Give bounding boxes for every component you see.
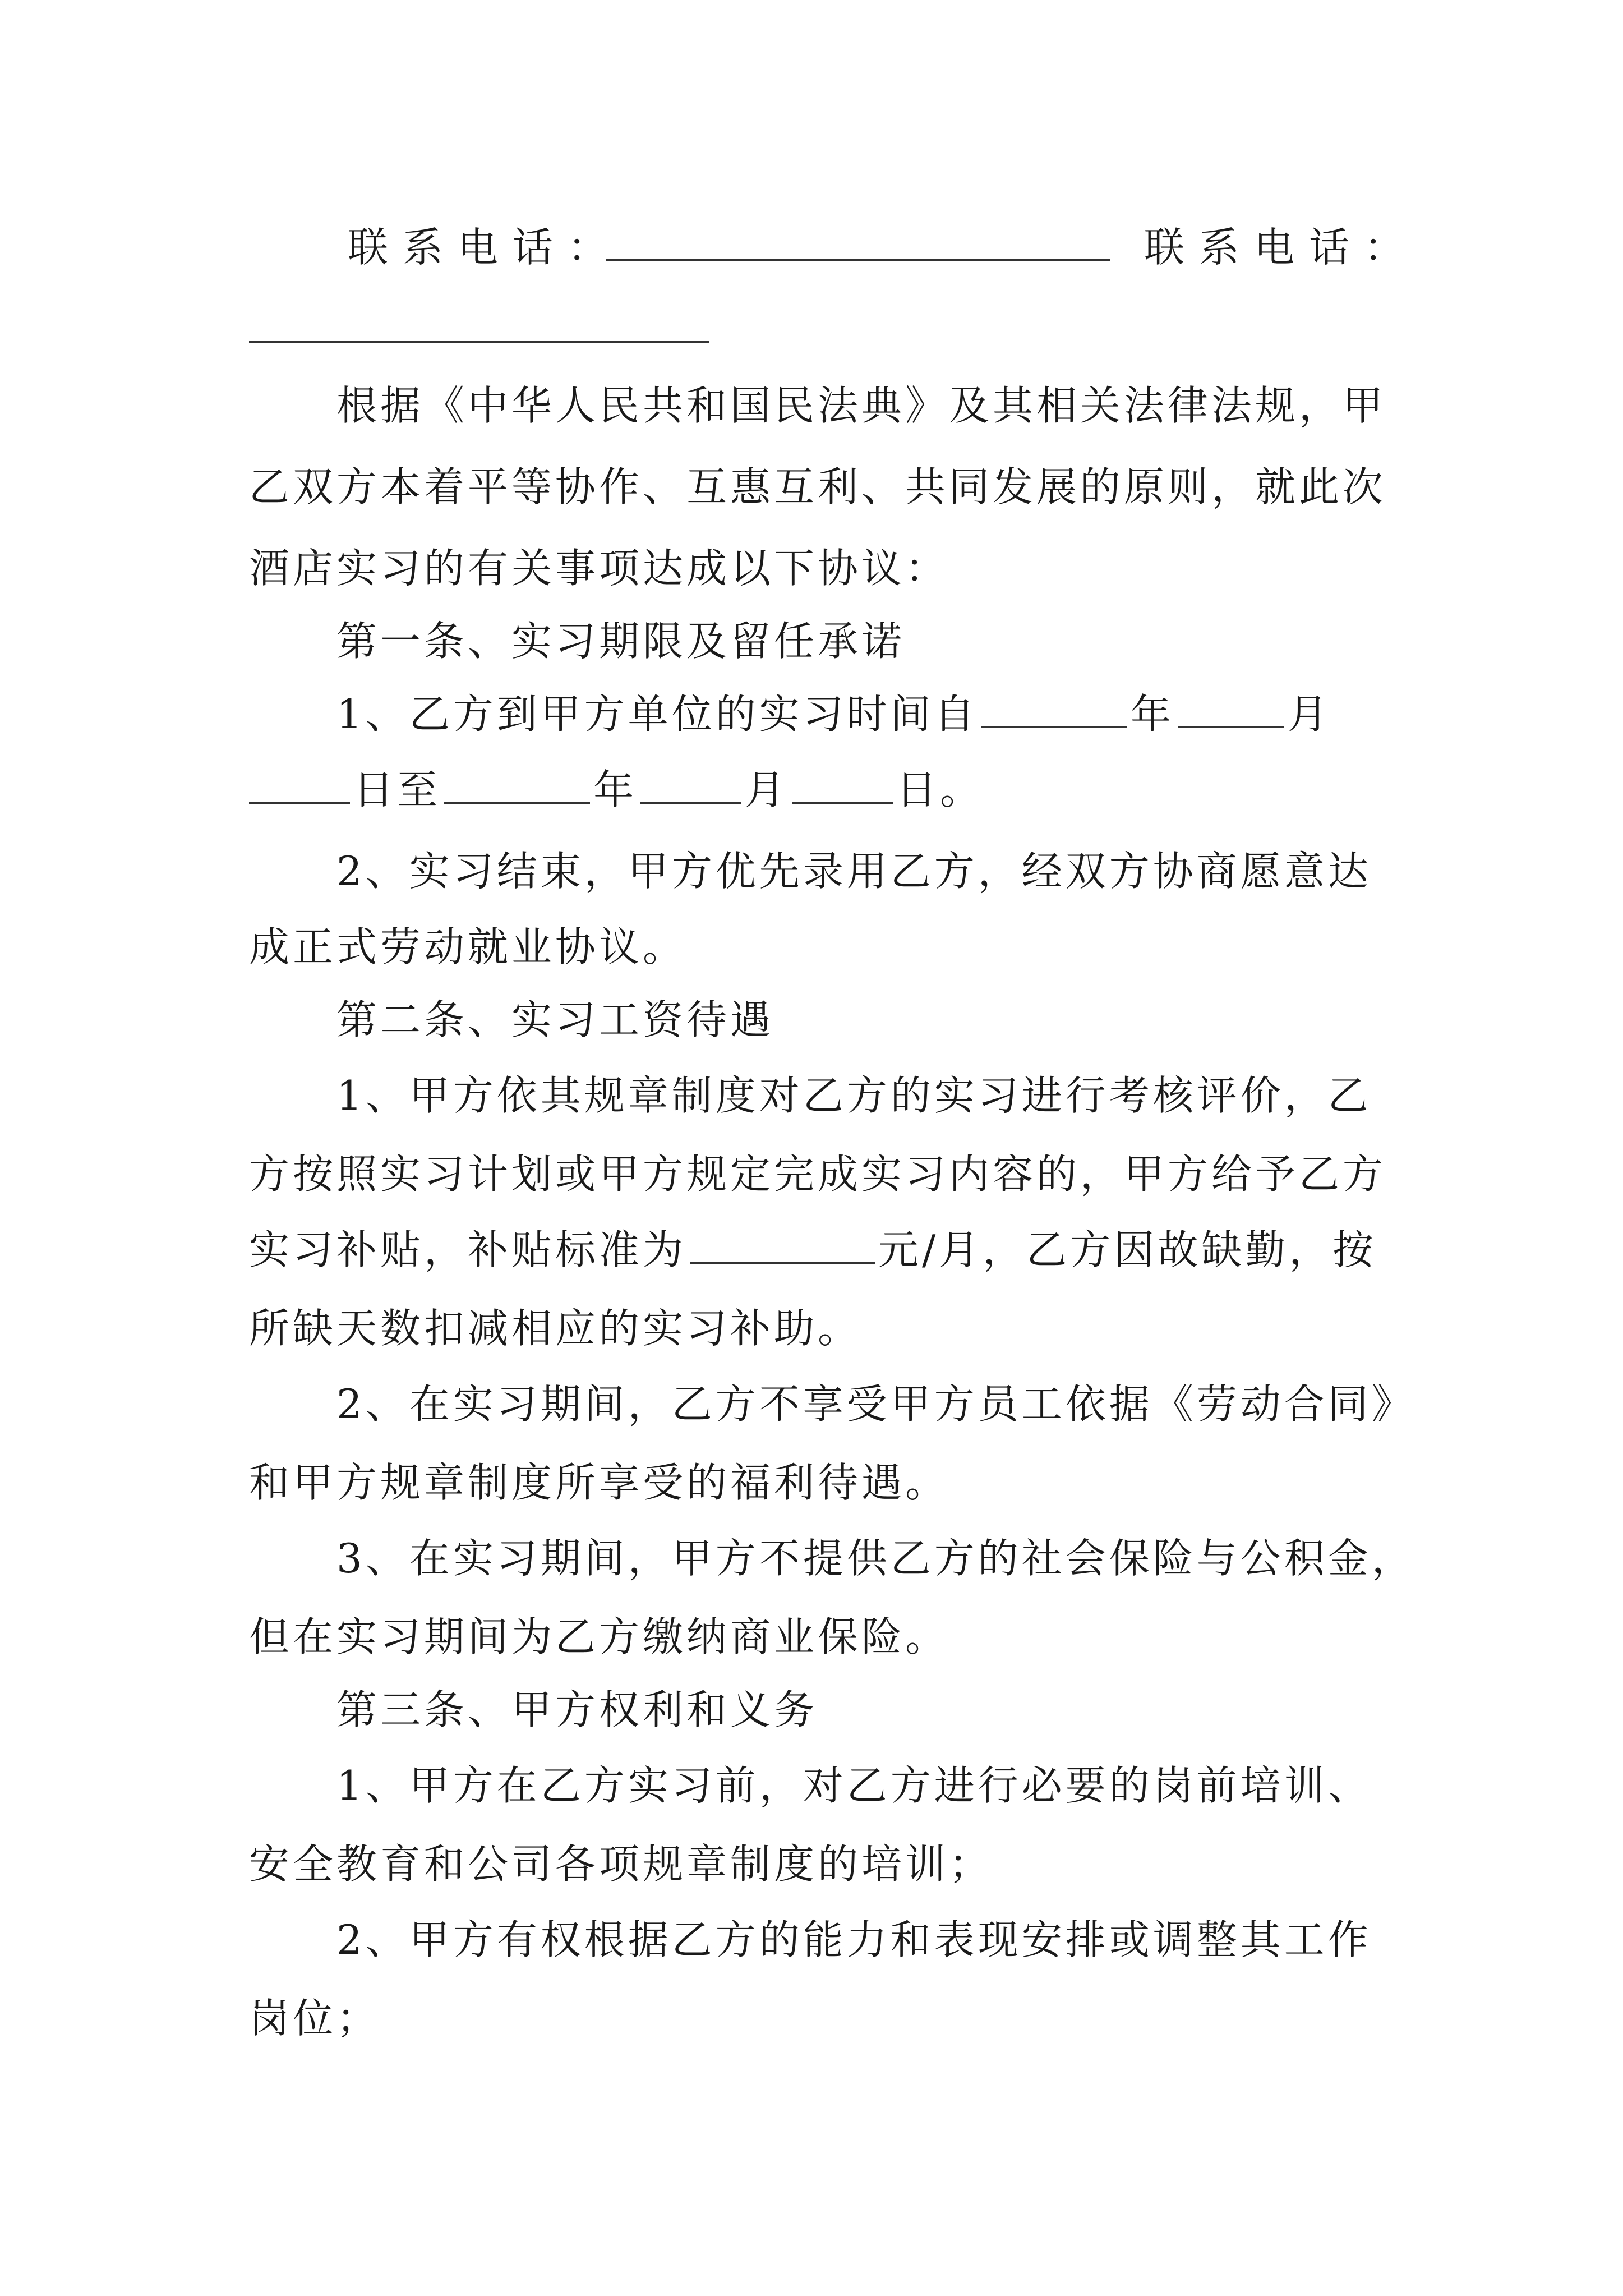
article-2-item-2-line-1: 2、在实习期间，乙方不享受甲方员工依据《劳动合同》 — [336, 1381, 1415, 1428]
year-label: 年 — [1130, 691, 1174, 738]
preamble-line-3: 酒店实习的有关事项达成以下协议： — [249, 545, 949, 592]
article-3-item-1-line-1: 1、甲方在乙方实习前，对乙方进行必要的岗前培训、 — [336, 1762, 1372, 1809]
preamble-line-1: 根据《中华人民共和国民法典》及其相关法律法规，甲 — [336, 382, 1387, 429]
year-label: 年 — [593, 766, 638, 813]
preamble-line-2: 乙双方本着平等协作、互惠互利、共同发展的原则，就此次 — [249, 463, 1387, 510]
article-2-item-3-line-2: 但在实习期间为乙方缴纳商业保险。 — [249, 1613, 949, 1660]
article-1-title: 第一条、实习期限及留任承诺 — [336, 618, 906, 665]
month-label: 月 — [1287, 691, 1331, 738]
article-1-item-2-line-2: 成正式劳动就业协议。 — [249, 923, 687, 970]
article-3-title: 第三条、甲方权利和义务 — [336, 1686, 818, 1733]
article-2-item-2-line-2: 和甲方规章制度所享受的福利待遇。 — [249, 1459, 949, 1506]
article-2-item-1-line-2: 方按照实习计划或甲方规定完成实习内容的，甲方给予乙方 — [249, 1151, 1387, 1198]
contact-label-right: 联系电话： — [1144, 224, 1419, 271]
end-day-blank — [792, 772, 893, 804]
article-3-item-2-line-1: 2、甲方有权根据乙方的能力和表现安排或调整其工作 — [336, 1916, 1372, 1963]
allowance-suffix: 元/月，乙方因故缺勤，按 — [878, 1226, 1377, 1273]
contact-phone-blank-left — [606, 259, 1110, 261]
article-2-item-1-line-4: 所缺天数扣减相应的实习补助。 — [249, 1305, 862, 1352]
article-1-item-1-line-1 — [336, 682, 1331, 740]
allowance-prefix: 实习补贴，补贴标准为 — [249, 1226, 687, 1273]
article-3-item-2-line-2: 岗位； — [249, 1995, 381, 2042]
allowance-amount-blank — [690, 1232, 875, 1264]
contact-phone-blank-right — [249, 341, 709, 343]
contact-label-left: 联系电话： — [348, 224, 623, 271]
article-2-item-1-line-3 — [249, 1217, 1376, 1276]
article-3-item-1-line-2: 安全教育和公司各项规章制度的培训； — [249, 1841, 993, 1888]
end-month-blank — [640, 772, 741, 804]
start-year-blank — [981, 697, 1127, 728]
start-day-blank — [249, 772, 350, 804]
day-to-label: 日至 — [353, 766, 441, 813]
day-label: 日。 — [896, 766, 984, 813]
article-2-item-3-line-1: 3、在实习期间，甲方不提供乙方的社会保险与公积金， — [336, 1535, 1415, 1582]
article-2-item-1-line-1: 1、甲方依其规章制度对乙方的实习进行考核评价，乙 — [336, 1072, 1372, 1119]
end-year-blank — [444, 772, 590, 804]
article-1-item-1-line-2 — [249, 757, 984, 816]
article-1-item-1-prefix: 1、乙方到甲方单位的实习时间自 — [336, 691, 978, 738]
article-1-item-2-line-1: 2、实习结束，甲方优先录用乙方，经双方协商愿意达 — [336, 848, 1372, 895]
article-2-title: 第二条、实习工资待遇 — [336, 996, 774, 1043]
month-label: 月 — [745, 766, 789, 813]
start-month-blank — [1178, 697, 1284, 728]
